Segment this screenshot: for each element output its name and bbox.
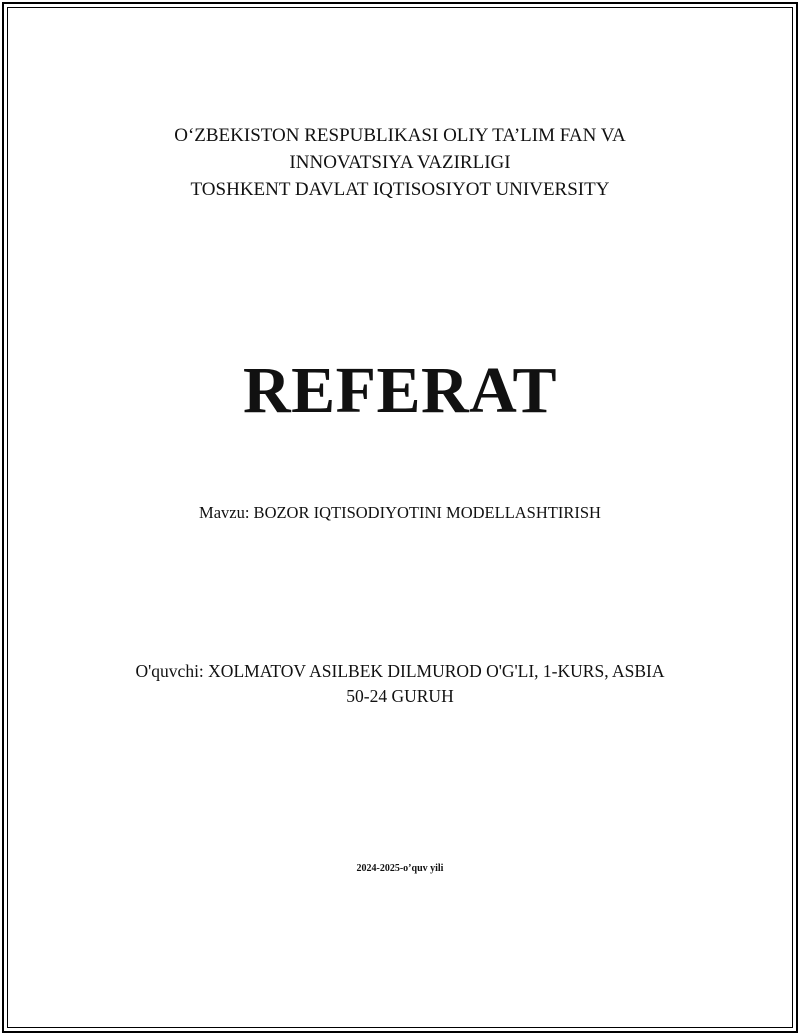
student-line-1: O'quvchi: XOLMATOV ASILBEK DILMUROD O'G'LI, 1-KURS, ASBIA [135,661,665,681]
institution-header [0,122,800,203]
academic-year: 2024-2025-o’quv yili [356,863,444,874]
student-line-2: 50-24 GURUH [346,686,454,706]
student-info [0,659,800,709]
header-line-3: TOSHKENT DAVLAT IQTISOSIYOT UNIVERSITY [190,179,610,200]
header-line-2: INNOVATSIYA VAZIRLIGI [289,152,511,173]
document-title: REFERAT [243,354,557,427]
header-line-1: O‘ZBEKISTON RESPUBLIKASI OLIY TA’LIM FAN VA [174,125,626,146]
topic-line: Mavzu: BOZOR IQTISODIYOTINI MODELLASHTIRISH [199,503,601,522]
